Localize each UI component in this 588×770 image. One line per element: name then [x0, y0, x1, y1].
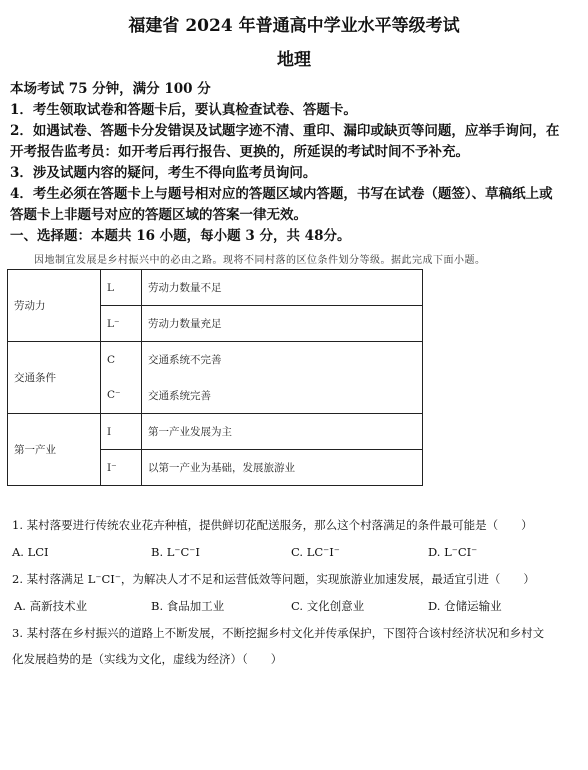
option-a: A. LCI: [12, 545, 49, 559]
description-cell: 劳动力数量充足: [142, 306, 423, 342]
option-b: B. L⁻C⁻I: [151, 545, 200, 559]
instruction-line: 2．如遇试卷、答题卡分发错误及试题字迹不清、重印、漏印或缺页等问题，应举手询问，在: [10, 123, 560, 139]
option-a: A. 高新技术业: [14, 599, 88, 613]
instruction-line: 开考报告监考员：如开考后再行报告、更换的，所延误的考试时间不予补充。: [10, 144, 469, 160]
code-cell: I⁻: [101, 450, 142, 486]
exam-title: 福建省 2024 年普通高中学业水平等级考试: [128, 16, 460, 36]
description-cell: 第一产业发展为主: [142, 414, 423, 450]
instruction-line: 1．考生领取试卷和答题卡后，要认真检查试卷、答题卡。: [10, 102, 357, 118]
description-cell: 以第一产业为基础，发展旅游业: [142, 450, 423, 486]
option-b: B. 食品加工业: [151, 599, 225, 613]
exam-meta: 本场考试 75 分钟，满分 100 分: [10, 81, 211, 97]
instruction-line: 答题卡上非题号对应的答题区域的答案一律无效。: [10, 207, 307, 223]
section-intro: 因地制宜发展是乡村振兴中的必由之路。现将不同村落的区位条件划分等级。据此完成下面小题。: [34, 255, 486, 266]
instruction-line: 3．涉及试题内容的疑问，考生不得向监考员询问。: [10, 165, 317, 181]
option-c: C. LC⁻I⁻: [291, 545, 340, 559]
subject-title: 地理: [277, 50, 311, 70]
description-cell: 交通系统不完善: [142, 342, 423, 378]
code-cell: L⁻: [101, 306, 142, 342]
classification-table: [7, 269, 423, 486]
code-cell: C: [101, 342, 142, 378]
section-heading: 一、选择题：本题共 16 小题，每小题 3 分，共 48分。: [10, 228, 351, 244]
table-row: [8, 342, 423, 378]
question-stem-continued: 化发展趋势的是（实线为文化，虚线为经济）（ ）: [12, 652, 283, 666]
description-cell: 交通系统完善: [142, 378, 423, 414]
table-row: [8, 414, 423, 450]
code-cell: C⁻: [101, 378, 142, 414]
option-d: D. 仓储运输业: [428, 599, 502, 613]
instruction-line: 4．考生必须在答题卡上与题号相对应的答题区域内答题，书写在试卷（题签）、草稿纸上或: [10, 186, 553, 202]
category-cell: 第一产业: [8, 414, 101, 486]
option-c: C. 文化创意业: [291, 599, 365, 613]
question-stem: 2. 某村落满足 L⁻CI⁻，为解决人才不足和运营低效等问题，实现旅游业加速发展，最适宜引进（ ）: [12, 572, 535, 586]
description-cell: 劳动力数量不足: [142, 270, 423, 306]
option-d: D. L⁻CI⁻: [428, 545, 478, 559]
table-row: [8, 270, 423, 306]
category-cell: 劳动力: [8, 270, 101, 342]
question-stem: 3. 某村落在乡村振兴的道路上不断发展，不断挖掘乡村文化并传承保护，下图符合该村经济状况和乡村文: [12, 626, 545, 640]
category-cell: 交通条件: [8, 342, 101, 414]
question-stem: 1. 某村落要进行传统农业花卉种植，提供鲜切花配送服务，那么这个村落满足的条件最可能是（ ）: [12, 518, 533, 532]
code-cell: I: [101, 414, 142, 450]
code-cell: L: [101, 270, 142, 306]
